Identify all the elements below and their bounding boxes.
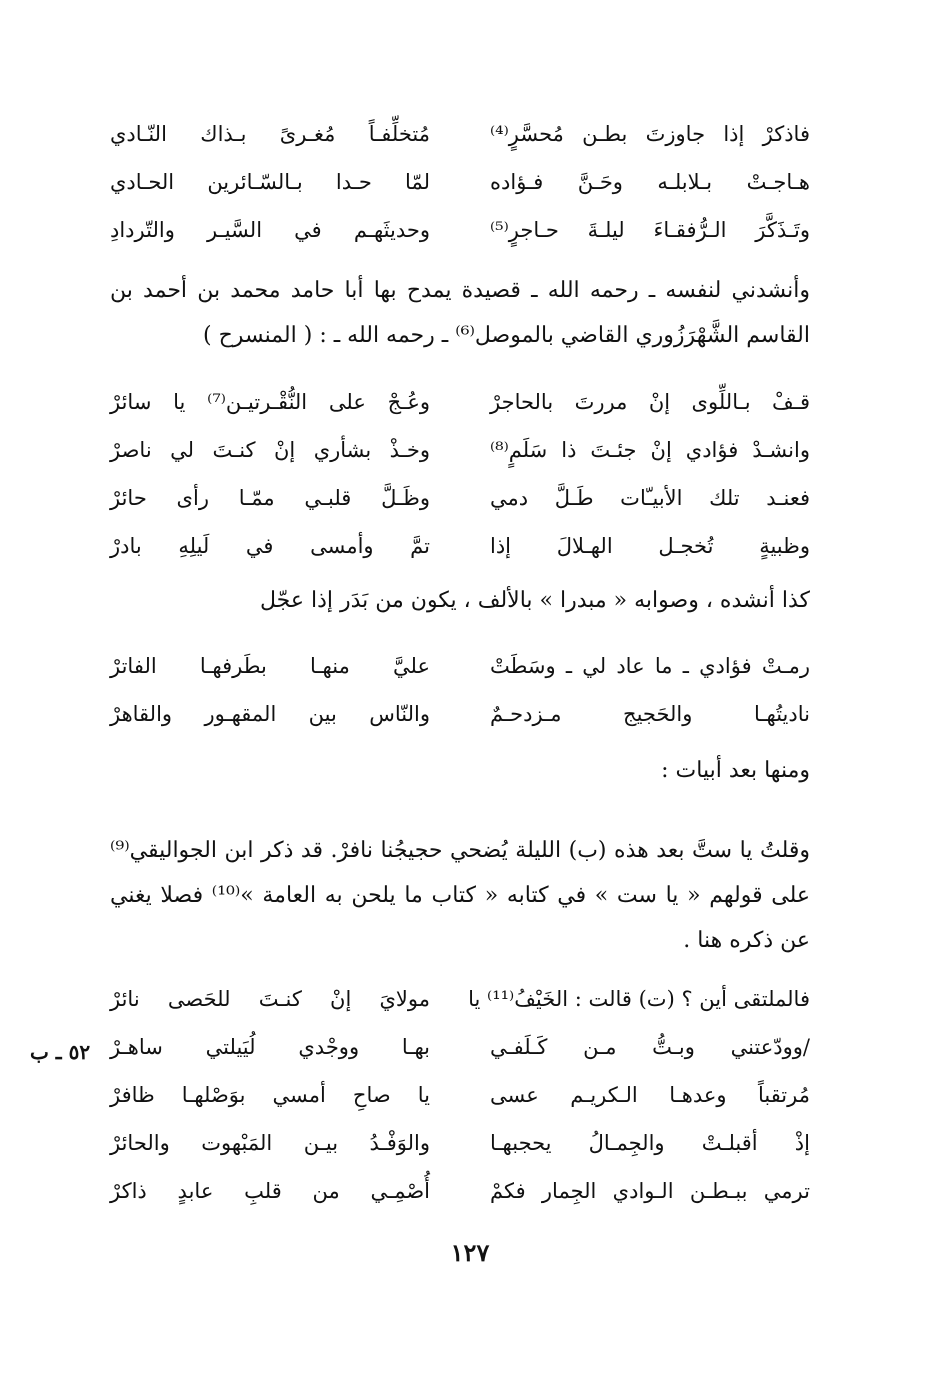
verse-first-hemistich: هـاجـتْ بـلابلـه وحَـنَّ فـؤاده (490, 170, 810, 194)
verse-second-hemistich: وظَـلَّ قلبـي ممّـا رأى حائرْ (110, 486, 430, 510)
verse-second-hemistich: مُتخلِّفـاً مُغـرىً بـذاك النّـادي (110, 122, 430, 146)
verse-first-hemistich: فاذكرْ إذا جاوزتَ بطـن مُحسَّرٍ⁽⁴⁾ (490, 122, 810, 146)
prose-after: ومنها بعد أبيات : (661, 758, 810, 783)
verse-first-hemistich: فالملتقى أين ؟ (ت) قالت : الخَيْفُ⁽¹¹⁾ يا (468, 987, 810, 1011)
verse-second-hemistich: أُصْمِـي من قلبِ عابدٍ ذاكرْ (110, 1179, 430, 1203)
verse-line (110, 975, 810, 1023)
verse-line (110, 690, 810, 738)
prose-note: كذا أنشده ، وصوابه « مبدرا » بالألف ، يكون من بَدَر إذا عجّل (260, 588, 810, 613)
page-number: ١٢٧ (450, 1238, 490, 1267)
verse-first-hemistich: فعنـد تلك الأبيـّات طَـلَّ دمي (490, 486, 810, 510)
verse-first-hemistich: قـفْ بـاللِّوى إنْ مررتَ بالحاجرْ (490, 390, 810, 414)
verse-line (110, 1023, 810, 1071)
verse-second-hemistich: تمَّ وأمسى في لَيلِهِ بادرْ (110, 534, 430, 558)
verse-second-hemistich: وحديثَهـم في السَّيـر والتّردادِ (110, 218, 430, 242)
verse-line (110, 1119, 810, 1167)
verse-line (110, 642, 810, 690)
verse-first-hemistich: وانشـدْ فؤادي إنْ جئـتَ ذا سَلَمٍ⁽⁸⁾ (490, 438, 810, 462)
verse-line (110, 1167, 810, 1215)
verse-first-hemistich: مُرتقباً وعدهـا الـكريـم عسى (490, 1083, 810, 1107)
verse-first-hemistich: وتَـذَكَّرَ الـرُّفقـاءَ ليلـةَ حـاجرٍ⁽⁵⁾ (490, 218, 810, 242)
verse-first-hemistich: ناديتُهـا والحَجيج مـزدحـمٌ (490, 702, 810, 726)
verse-line (110, 522, 810, 570)
verse-second-hemistich: وخـذْ بشأري إنْ كنـتَ لي ناصرْ (110, 438, 430, 462)
verse-first-hemistich: /وودّعتني وبـتُّ مـن كَـلَفـي (490, 1035, 810, 1059)
verse-line (110, 158, 810, 206)
verse-block-4 (110, 975, 810, 1215)
verse-first-hemistich: ترمي ببـطـن الـوادي الجِمار فكمْ (490, 1179, 810, 1203)
verse-line (110, 206, 810, 254)
verse-second-hemistich: مولايَ إنْ كنـتَ للحَصى نائرْ (110, 987, 430, 1011)
manuscript-folio-marker: ٥٢ ـ ب (30, 1040, 91, 1064)
verse-first-hemistich: رمـتْ فؤادي ـ ما عاد لي ـ وسَطَتْ (490, 654, 810, 678)
verse-first-hemistich: إذْ أقبلـتْ والجِمـالُ يحجبهـا (490, 1131, 810, 1155)
verse-line (110, 474, 810, 522)
verse-line (110, 426, 810, 474)
verse-line (110, 1071, 810, 1119)
verse-second-hemistich: عليَّ منهـا بطَرفهـا الفاترْ (110, 654, 430, 678)
verse-second-hemistich: والوَفْـدُ بيـن المَبْهوت والحائرْ (110, 1131, 430, 1155)
verse-second-hemistich: وعُـجْ على النُّقْـرتيـن⁽⁷⁾ يا سائرْ (110, 390, 430, 414)
prose-intro: وأنشدني لنفسه ـ رحمه الله ـ قصيدة يمدح بها أبا حامد محمد بن أحمد بن القاسم الشَّهْرَزُوري القاضي بالموصل⁽⁶⁾ ـ رحمه الله ـ : ( المنسرح ) (110, 278, 810, 348)
verse-first-hemistich: وظبيةٍ تُخجـل الهـلالَ إذا (490, 534, 810, 558)
verse-line (110, 110, 810, 158)
verse-block-2 (110, 378, 810, 570)
verse-line (110, 378, 810, 426)
verse-second-hemistich: والنّاس بين المقهـور والقاهرْ (110, 702, 430, 726)
verse-block-1 (110, 110, 810, 254)
verse-second-hemistich: بهـا ووجْدي لُيَيلتي ساهـرْ (110, 1035, 430, 1059)
verse-block-3 (110, 642, 810, 738)
verse-second-hemistich: لمّا حـدا بـالسّـائرين الحـادي (110, 170, 430, 194)
prose-explanation: وقلتُ يا ستَّ بعد هذه (ب) الليلة يُضحي حجيجُنا نافرْ. قد ذكر ابن الجواليقي⁽⁹⁾ على قولهم « يا ست » في كتابه « كتاب ما يلحن به العامة »⁽¹⁰⁾ فصلا يغني عن ذكره هنا . (110, 838, 810, 953)
verse-second-hemistich: يا صاحِ أمسي بوَصْلهـا ظافرْ (110, 1083, 430, 1107)
